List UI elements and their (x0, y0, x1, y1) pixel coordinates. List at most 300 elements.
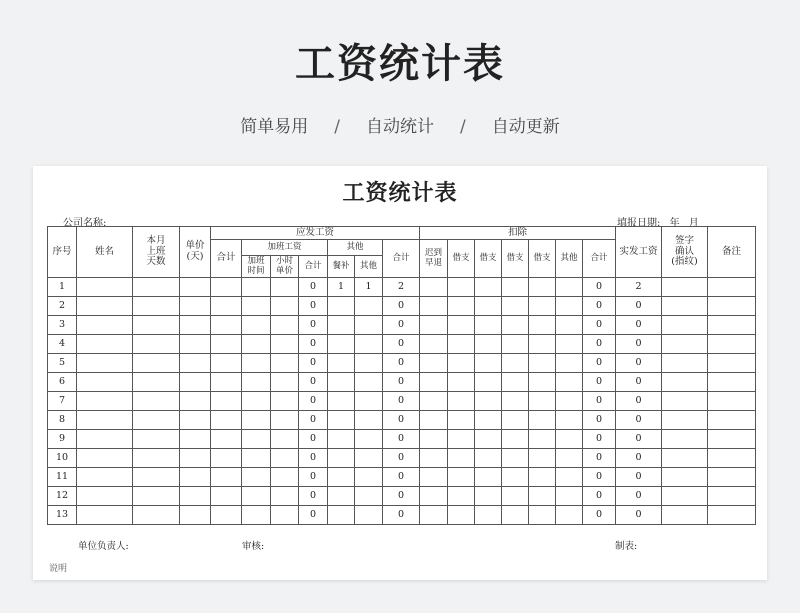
cell-seq: 12 (48, 487, 77, 506)
cell-empty (502, 430, 529, 449)
cell-empty (556, 354, 583, 373)
cell-deduct-total: 0 (583, 449, 616, 468)
cell-empty (211, 449, 242, 468)
cell-empty (708, 392, 756, 411)
cell-empty (180, 430, 211, 449)
cell-empty (180, 335, 211, 354)
cell-meal (328, 392, 355, 411)
cell-empty (708, 506, 756, 525)
cell-empty (708, 354, 756, 373)
cell-empty (708, 468, 756, 487)
cell-empty (211, 411, 242, 430)
cell-deduct-total: 0 (583, 278, 616, 297)
cell-empty (662, 430, 708, 449)
cell-empty (529, 487, 556, 506)
cell-empty (475, 335, 502, 354)
fill-date-label: 填报日期: (617, 218, 661, 229)
cell-empty (502, 354, 529, 373)
cell-empty (271, 411, 299, 430)
cell-deduct-total: 0 (583, 354, 616, 373)
cell-seq: 2 (48, 297, 77, 316)
cell-empty (133, 373, 180, 392)
cell-empty (708, 373, 756, 392)
table-row (48, 506, 756, 525)
header-overtime-time: 加班 时间 (242, 256, 271, 278)
cell-empty (271, 316, 299, 335)
cell-empty (133, 297, 180, 316)
cell-empty (420, 316, 448, 335)
cell-deduct-total: 0 (583, 316, 616, 335)
header-borrow-1: 借支 (448, 240, 475, 278)
cell-deduct-total: 0 (583, 392, 616, 411)
cell-empty (242, 354, 271, 373)
cell-empty (502, 392, 529, 411)
cell-actual: 0 (616, 411, 662, 430)
cell-empty (448, 487, 475, 506)
cell-empty (662, 468, 708, 487)
year-label: 年 (669, 218, 680, 229)
separator: / (334, 117, 340, 137)
header-unit-price: 单价 (天) (180, 227, 211, 278)
cell-empty (529, 354, 556, 373)
header-hourly-price: 小时 单价 (271, 256, 299, 278)
cell-seq: 9 (48, 430, 77, 449)
cell-empty (180, 354, 211, 373)
header-deduct-total: 合计 (583, 240, 616, 278)
cell-other (355, 297, 383, 316)
cell-empty (502, 373, 529, 392)
cell-empty (271, 487, 299, 506)
cell-other (355, 506, 383, 525)
table-row (48, 297, 756, 316)
cell-empty (211, 316, 242, 335)
cell-pay-total: 0 (383, 468, 420, 487)
cell-empty (556, 335, 583, 354)
table-row (48, 411, 756, 430)
cell-pay-total: 0 (383, 354, 420, 373)
cell-seq: 4 (48, 335, 77, 354)
header-other-group: 其他 (328, 240, 383, 256)
cell-empty (242, 411, 271, 430)
table-row (48, 449, 756, 468)
cell-seq: 6 (48, 373, 77, 392)
month-label: 月 (688, 218, 699, 229)
cell-empty (475, 297, 502, 316)
cell-empty (448, 354, 475, 373)
cell-empty (77, 373, 133, 392)
company-name-label: 公司名称: (63, 218, 107, 229)
cell-empty (556, 506, 583, 525)
cell-empty (133, 430, 180, 449)
reviewer-label: 审核: (242, 541, 265, 552)
cell-deduct-total: 0 (583, 506, 616, 525)
cell-empty (448, 335, 475, 354)
table-row (48, 316, 756, 335)
cell-empty (242, 373, 271, 392)
cell-empty (420, 430, 448, 449)
cell-empty (529, 297, 556, 316)
cell-empty (211, 297, 242, 316)
cell-empty (133, 354, 180, 373)
cell-empty (502, 335, 529, 354)
cell-empty (556, 487, 583, 506)
table-row (48, 392, 756, 411)
cell-empty (77, 468, 133, 487)
cell-empty (180, 411, 211, 430)
cell-empty (271, 392, 299, 411)
cell-empty (529, 449, 556, 468)
cell-empty (271, 449, 299, 468)
cell-empty (242, 392, 271, 411)
cell-empty (77, 411, 133, 430)
cell-empty (448, 373, 475, 392)
cell-empty (448, 316, 475, 335)
header-name: 姓名 (77, 227, 133, 278)
cell-empty (708, 335, 756, 354)
cell-empty (420, 373, 448, 392)
cell-empty (708, 278, 756, 297)
cell-meal (328, 430, 355, 449)
header-overtime-total: 合计 (299, 256, 328, 278)
header-payable: 应发工资 (211, 227, 420, 240)
cell-empty (448, 392, 475, 411)
cell-other (355, 411, 383, 430)
header-work-days: 本月 上班 天数 (133, 227, 180, 278)
cell-empty (529, 468, 556, 487)
cell-empty (662, 297, 708, 316)
cell-empty (420, 487, 448, 506)
cell-deduct-total: 0 (583, 468, 616, 487)
feature-tagline (0, 112, 800, 137)
cell-empty (211, 430, 242, 449)
cell-empty (556, 373, 583, 392)
cell-empty (448, 430, 475, 449)
header-pay-total: 合计 (383, 240, 420, 278)
cell-empty (133, 449, 180, 468)
cell-empty (662, 392, 708, 411)
cell-meal (328, 449, 355, 468)
cell-empty (662, 506, 708, 525)
cell-empty (502, 506, 529, 525)
cell-empty (180, 506, 211, 525)
cell-empty (77, 449, 133, 468)
header-meal: 餐补 (328, 256, 355, 278)
cell-deduct-total: 0 (583, 430, 616, 449)
cell-empty (448, 468, 475, 487)
table-row (48, 430, 756, 449)
cell-empty (556, 278, 583, 297)
cell-deduct-total: 0 (583, 411, 616, 430)
cell-seq: 7 (48, 392, 77, 411)
cell-empty (556, 411, 583, 430)
cell-seq: 1 (48, 278, 77, 297)
spreadsheet-preview (33, 166, 767, 580)
cell-empty (180, 449, 211, 468)
cell-empty (420, 278, 448, 297)
cell-empty (708, 411, 756, 430)
header-sign: 签字 确认 (指纹) (662, 227, 708, 278)
table-row (48, 468, 756, 487)
cell-empty (420, 506, 448, 525)
cell-ot-total: 0 (299, 278, 328, 297)
cell-pay-total: 0 (383, 392, 420, 411)
cell-meal (328, 373, 355, 392)
cell-deduct-total: 0 (583, 373, 616, 392)
cell-ot-total: 0 (299, 297, 328, 316)
cell-empty (662, 449, 708, 468)
cell-empty (420, 335, 448, 354)
cell-empty (475, 487, 502, 506)
header-seq: 序号 (48, 227, 77, 278)
cell-meal (328, 506, 355, 525)
cell-pay-total: 0 (383, 430, 420, 449)
cell-empty (211, 487, 242, 506)
cell-empty (242, 506, 271, 525)
cell-empty (180, 468, 211, 487)
cell-pay-total: 0 (383, 297, 420, 316)
cell-empty (448, 506, 475, 525)
cell-ot-total: 0 (299, 506, 328, 525)
cell-empty (77, 487, 133, 506)
cell-empty (420, 392, 448, 411)
cell-actual: 0 (616, 392, 662, 411)
cell-empty (77, 335, 133, 354)
cell-empty (708, 487, 756, 506)
cell-empty (211, 506, 242, 525)
cell-actual: 0 (616, 297, 662, 316)
header-borrow-2: 借支 (475, 240, 502, 278)
cell-actual: 0 (616, 335, 662, 354)
cell-empty (133, 506, 180, 525)
cell-empty (529, 373, 556, 392)
cell-pay-total: 0 (383, 411, 420, 430)
table-row (48, 354, 756, 373)
cell-empty (211, 392, 242, 411)
cell-ot-total: 0 (299, 316, 328, 335)
cell-actual: 0 (616, 449, 662, 468)
table-row (48, 335, 756, 354)
cell-empty (271, 278, 299, 297)
cell-pay-total: 2 (383, 278, 420, 297)
cell-empty (77, 278, 133, 297)
cell-empty (475, 506, 502, 525)
cell-meal (328, 297, 355, 316)
cell-empty (271, 506, 299, 525)
cell-empty (77, 354, 133, 373)
cell-empty (242, 335, 271, 354)
cell-empty (662, 354, 708, 373)
unit-head-label: 单位负责人: (78, 541, 129, 552)
cell-actual: 0 (616, 468, 662, 487)
cell-empty (556, 392, 583, 411)
cell-empty (529, 430, 556, 449)
cell-other (355, 316, 383, 335)
cell-empty (180, 278, 211, 297)
cell-empty (475, 278, 502, 297)
cell-seq: 8 (48, 411, 77, 430)
salary-table (47, 226, 756, 525)
cell-empty (448, 278, 475, 297)
cell-empty (180, 373, 211, 392)
cell-empty (529, 411, 556, 430)
cell-empty (556, 468, 583, 487)
cell-empty (242, 430, 271, 449)
cell-seq: 5 (48, 354, 77, 373)
cell-meal (328, 316, 355, 335)
cell-empty (211, 373, 242, 392)
cell-empty (242, 449, 271, 468)
header-other: 其他 (355, 256, 383, 278)
feature-auto-update: 自动更新 (491, 117, 560, 137)
header-actual-pay: 实发工资 (616, 227, 662, 278)
cell-empty (475, 430, 502, 449)
cell-empty (242, 297, 271, 316)
cell-empty (180, 297, 211, 316)
cell-empty (211, 354, 242, 373)
feature-auto-stats: 自动统计 (366, 117, 434, 137)
cell-meal (328, 468, 355, 487)
cell-ot-total: 0 (299, 373, 328, 392)
header-borrow-4: 借支 (529, 240, 556, 278)
feature-easy: 简单易用 (240, 117, 309, 137)
cell-empty (502, 278, 529, 297)
cell-empty (708, 449, 756, 468)
cell-empty (662, 487, 708, 506)
cell-empty (475, 373, 502, 392)
cell-empty (133, 278, 180, 297)
cell-empty (448, 449, 475, 468)
cell-empty (662, 373, 708, 392)
header-borrow-3: 借支 (502, 240, 529, 278)
cell-other (355, 335, 383, 354)
cell-empty (475, 468, 502, 487)
header-overtime: 加班工资 (242, 240, 328, 256)
cell-other (355, 487, 383, 506)
cell-empty (242, 316, 271, 335)
cell-pay-total: 0 (383, 335, 420, 354)
cell-pay-total: 0 (383, 449, 420, 468)
cell-pay-total: 0 (383, 506, 420, 525)
cell-empty (271, 354, 299, 373)
cell-other (355, 354, 383, 373)
cell-empty (475, 354, 502, 373)
cell-empty (475, 449, 502, 468)
cell-empty (448, 297, 475, 316)
sheet-title: 工资统计表 (342, 180, 458, 206)
cell-empty (77, 430, 133, 449)
cell-empty (211, 278, 242, 297)
header-late-early: 迟到 早退 (420, 240, 448, 278)
cell-ot-total: 0 (299, 335, 328, 354)
cell-empty (133, 335, 180, 354)
cell-empty (662, 278, 708, 297)
cell-actual: 0 (616, 373, 662, 392)
table-row (48, 487, 756, 506)
cell-seq: 3 (48, 316, 77, 335)
cell-pay-total: 0 (383, 487, 420, 506)
cell-empty (133, 411, 180, 430)
header-deduct: 扣除 (420, 227, 616, 240)
cell-empty (556, 316, 583, 335)
preparer-label: 制表: (615, 541, 638, 552)
cell-empty (133, 392, 180, 411)
cell-meal (328, 335, 355, 354)
cell-empty (420, 449, 448, 468)
cell-seq: 13 (48, 506, 77, 525)
cell-empty (529, 278, 556, 297)
cell-actual: 0 (616, 506, 662, 525)
cell-actual: 0 (616, 316, 662, 335)
cell-pay-total: 0 (383, 316, 420, 335)
cell-deduct-total: 0 (583, 297, 616, 316)
cell-actual: 0 (616, 354, 662, 373)
cell-empty (708, 430, 756, 449)
cell-empty (133, 468, 180, 487)
cell-empty (502, 468, 529, 487)
cell-empty (271, 468, 299, 487)
cell-empty (420, 297, 448, 316)
cell-empty (529, 335, 556, 354)
cell-other (355, 468, 383, 487)
cell-empty (77, 316, 133, 335)
cell-empty (708, 316, 756, 335)
table-row (48, 373, 756, 392)
cell-empty (211, 335, 242, 354)
cell-empty (556, 297, 583, 316)
cell-empty (180, 392, 211, 411)
cell-empty (502, 316, 529, 335)
cell-empty (475, 411, 502, 430)
cell-other (355, 449, 383, 468)
cell-empty (180, 487, 211, 506)
notes-label: 说明 (49, 564, 68, 574)
cell-actual: 2 (616, 278, 662, 297)
cell-empty (502, 411, 529, 430)
cell-empty (271, 373, 299, 392)
header-remark: 备注 (708, 227, 756, 278)
cell-meal (328, 487, 355, 506)
cell-empty (77, 392, 133, 411)
cell-empty (271, 430, 299, 449)
cell-empty (662, 316, 708, 335)
cell-empty (420, 411, 448, 430)
cell-pay-total: 0 (383, 373, 420, 392)
cell-empty (180, 316, 211, 335)
cell-meal: 1 (328, 278, 355, 297)
cell-actual: 0 (616, 487, 662, 506)
cell-deduct-total: 0 (583, 335, 616, 354)
cell-empty (133, 316, 180, 335)
cell-seq: 11 (48, 468, 77, 487)
cell-empty (242, 468, 271, 487)
cell-empty (502, 487, 529, 506)
cell-meal (328, 354, 355, 373)
cell-empty (271, 297, 299, 316)
cell-empty (242, 278, 271, 297)
cell-empty (271, 335, 299, 354)
cell-other (355, 373, 383, 392)
page-title: 工资统计表 (295, 41, 505, 87)
cell-ot-total: 0 (299, 468, 328, 487)
cell-empty (475, 316, 502, 335)
cell-empty (77, 297, 133, 316)
cell-ot-total: 0 (299, 430, 328, 449)
cell-seq: 10 (48, 449, 77, 468)
cell-other (355, 430, 383, 449)
cell-actual: 0 (616, 430, 662, 449)
cell-meal (328, 411, 355, 430)
cell-ot-total: 0 (299, 354, 328, 373)
